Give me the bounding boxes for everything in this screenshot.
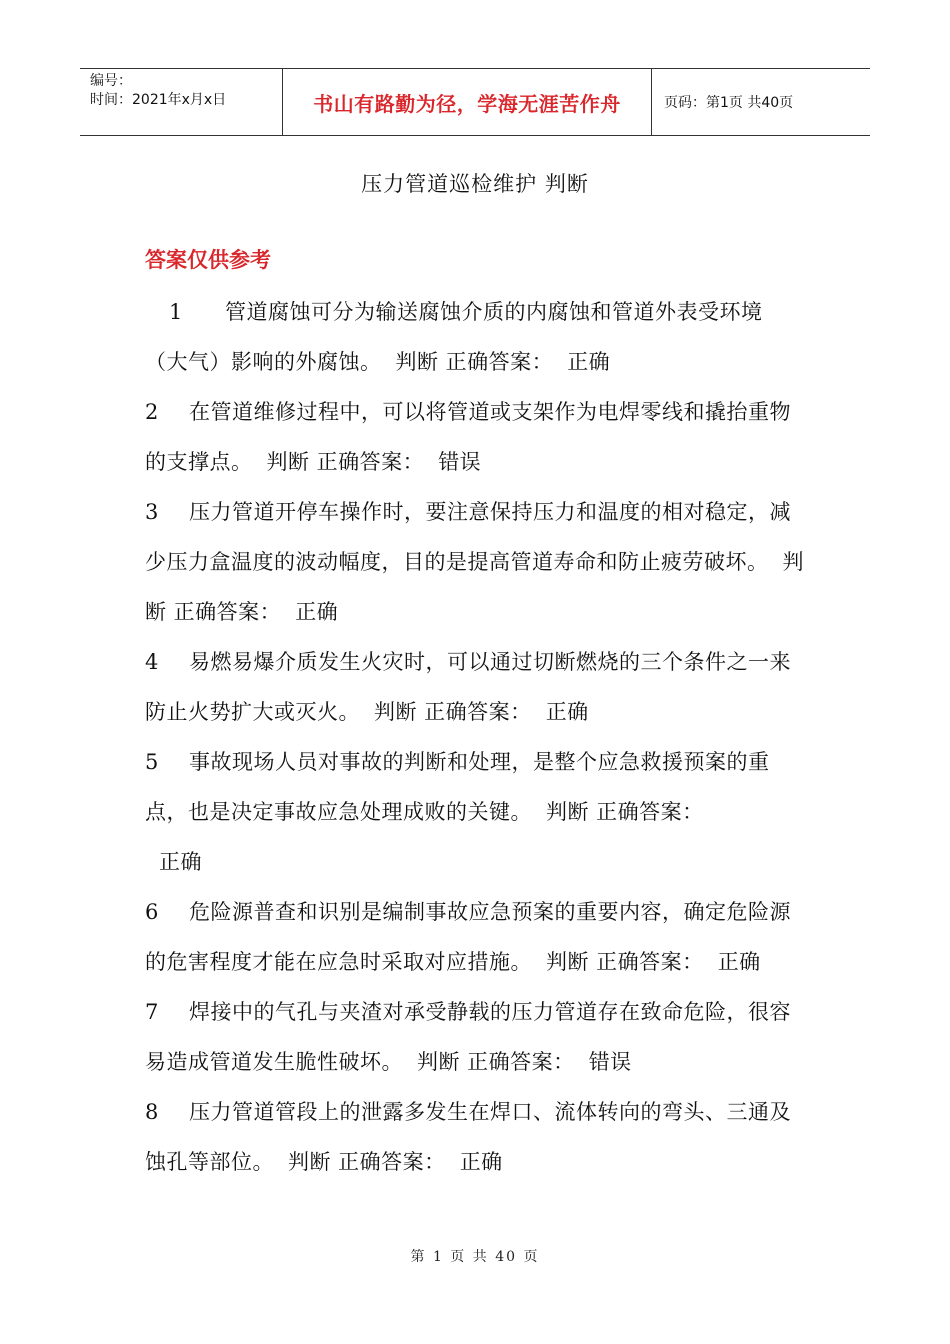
question-answer: 正确: [567, 350, 611, 374]
question-number: 6: [145, 900, 159, 924]
answer-note: 答案仅供参考: [145, 248, 271, 272]
question-text: 事故现场人员对事故的判断和处理，是整个应急救援预案的重点，也是决定事故应急处理成败的关键。: [145, 750, 770, 824]
document-title: 压力管道巡检维护 判断: [361, 172, 589, 196]
question-answer: 错误: [588, 1050, 632, 1074]
document-time-label: 时间：2021年x月x日: [90, 92, 227, 108]
question-text: 危险源普查和识别是编制事故应急预案的重要内容，确定危险源的危害程度才能在应急时采取对应措施。: [145, 900, 791, 974]
header-page-info: 页码：第1页 共40页: [664, 95, 794, 111]
question-number: 4: [145, 650, 159, 674]
question-type-label: 判断 正确答案：: [288, 1150, 446, 1174]
question-item: [145, 487, 805, 637]
question-text: 易燃易爆介质发生火灾时，可以通过切断燃烧的三个条件之一来防止火势扩大或灭火。: [145, 650, 791, 724]
question-type-label: 判断 正确答案：: [374, 700, 532, 724]
header-table: [80, 68, 870, 136]
question-text: 压力管道开停车操作时，要注意保持压力和温度的相对稳定，减少压力盒温度的波动幅度，目的是提高管道寿命和防止疲劳破坏。: [145, 500, 791, 574]
question-number: 2: [145, 400, 159, 424]
question-text: 焊接中的气孔与夹渣对承受静载的压力管道存在致命危险，很容易造成管道发生脆性破坏。: [145, 1000, 791, 1074]
question-answer: 正确: [295, 600, 339, 624]
question-answer: 错误: [438, 450, 482, 474]
question-item: [145, 887, 805, 987]
question-type-label: 判断 正确答案：: [546, 800, 704, 824]
question-number: 3: [145, 500, 159, 524]
question-list: [145, 287, 805, 1187]
header-motto: 书山有路勤为径，学海无涯苦作舟: [283, 69, 652, 135]
document-number-label: 编号：: [90, 73, 132, 89]
question-number: 5: [145, 750, 159, 774]
question-item: [145, 637, 805, 737]
question-type-label: 判断 正确答案：: [417, 1050, 575, 1074]
page-footer: 第 1 页 共 40 页: [410, 1249, 540, 1265]
question-type-label: 判断 正确答案：: [546, 950, 704, 974]
question-answer: 正确: [159, 850, 202, 874]
question-number: 8: [145, 1100, 159, 1124]
question-type-label: 判断 正确答案：: [266, 450, 425, 474]
question-type-label: 判断 正确答案：: [395, 350, 554, 374]
question-item: [145, 1087, 805, 1187]
header-meta: [80, 69, 283, 135]
question-item: [145, 737, 805, 887]
question-text: 压力管道管段上的泄露多发生在焊口、流体转向的弯头、三通及蚀孔等部位。: [145, 1100, 791, 1174]
question-answer: 正确: [459, 1150, 503, 1174]
question-number: 1: [169, 300, 183, 324]
question-item: [145, 387, 805, 487]
question-answer: 正确: [545, 700, 589, 724]
question-number: 7: [145, 1000, 159, 1024]
question-type-label: 判断 正确答案：: [145, 550, 804, 624]
question-answer: 正确: [717, 950, 761, 974]
question-text: 在管道维修过程中，可以将管道或支架作为电焊零线和撬抬重物的支撑点。: [145, 400, 791, 474]
question-item: [145, 287, 805, 387]
question-text: 管道腐蚀可分为输送腐蚀介质的内腐蚀和管道外表受环境（大气）影响的外腐蚀。: [145, 300, 763, 374]
question-item: [145, 987, 805, 1087]
